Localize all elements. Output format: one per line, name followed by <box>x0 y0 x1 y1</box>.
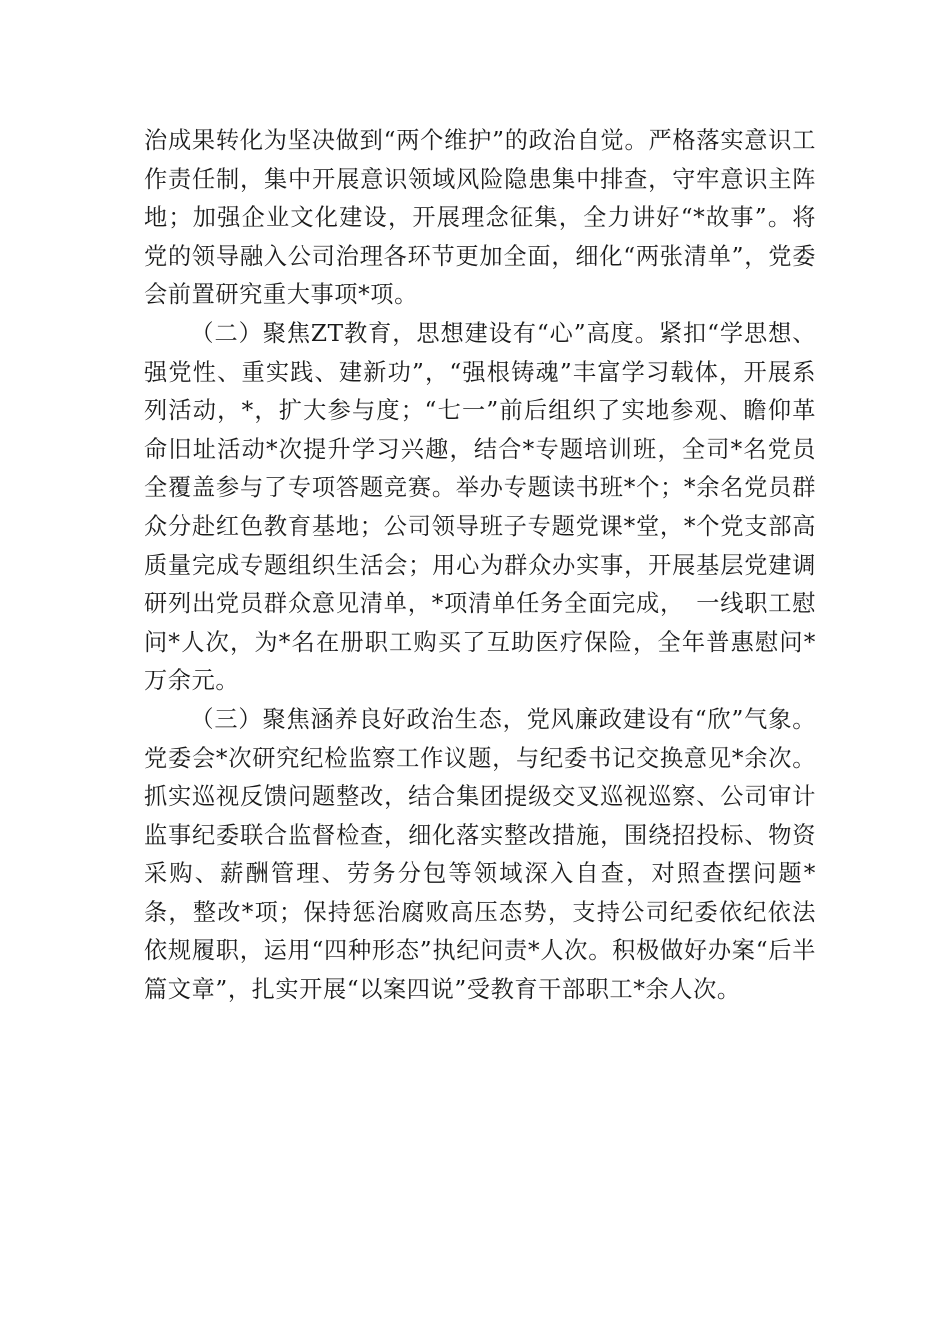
paragraph-section-3: （三）聚焦涵养良好政治生态，党风廉政建设有“欣”气象。党委会*次研究纪检监察工作议题，与纪委书记交换意见*余次。抓实巡视反馈问题整改，结合集团提级交叉巡视巡察、公司审计监事纪委联合监督检查，细化落实整改措施，围绕招投标、物资采购、薪酬管理、劳务分包等领域深入自查，对照查摆问题*条，整改*项；保持惩治腐败高压态势，支持公司纪委依纪依法依规履职，运用“四种形态”执纪问责*人次。积极做好办案“后半篇文章”，扎实开展“以案四说”受教育干部职工*余人次。 <box>144 705 816 1004</box>
body-text <box>144 122 816 1010</box>
paragraph-continuation: 治成果转化为坚决做到“两个维护”的政治自觉。严格落实意识工作责任制，集中开展意识领域风险隐患集中排查，守牢意识主阵地；加强企业文化建设，开展理念征集，全力讲好“*故事”。将党的领导融入公司治理各环节更加全面，细化“两张清单”，党委会前置研究重大事项*项。 <box>144 127 816 309</box>
paragraph-section-2: （二）聚焦ZT教育，思想建设有“心”高度。紧扣“学思想、强党性、重实践、建新功”，“强根铸魂”丰富学习载体，开展系列活动，*，扩大参与度；“七一”前后组织了实地参观、瞻仰革命旧址活动*次提升学习兴趣，结合*专题培训班，全司*名党员全覆盖参与了专项答题竞赛。举办专题读书班*个；*余名党员群众分赴红色教育基地；公司领导班子专题党课*堂，*个党支部高质量完成专题组织生活会；用心为群众办实事，开展基层党建调研列出党员群众意见清单，*项清单任务全面完成， 一线职工慰问*人次，为*名在册职工购买了互助医疗保险，全年普惠慰问*万余元。 <box>144 319 816 695</box>
